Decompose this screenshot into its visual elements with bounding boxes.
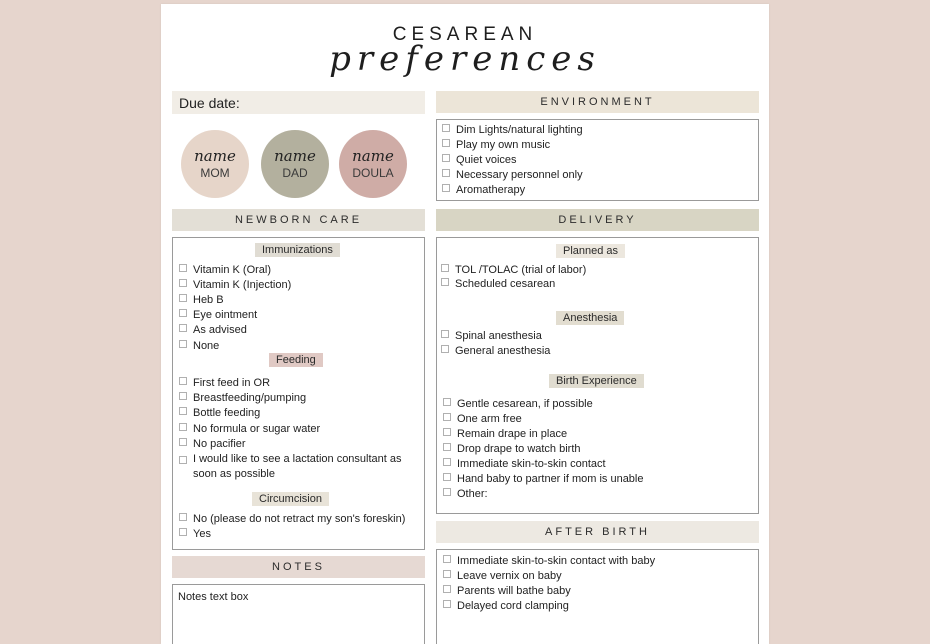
feed-item[interactable] bbox=[179, 422, 320, 437]
checkbox[interactable] bbox=[443, 473, 451, 481]
checkbox[interactable] bbox=[441, 278, 449, 286]
item-label: TOL /TOLAC (trial of labor) bbox=[455, 264, 587, 276]
planned-item[interactable] bbox=[441, 277, 555, 292]
checkbox[interactable] bbox=[442, 184, 450, 192]
dad-circle bbox=[261, 130, 329, 198]
doula-circle bbox=[339, 130, 407, 198]
checkbox[interactable] bbox=[441, 264, 449, 272]
item-label: Quiet voices bbox=[456, 154, 517, 166]
anesthesia-label: Anesthesia bbox=[556, 311, 624, 325]
item-label: Breastfeeding/pumping bbox=[193, 392, 307, 404]
checkbox[interactable] bbox=[179, 528, 187, 536]
item-label: General anesthesia bbox=[455, 345, 551, 357]
env-item-quiet[interactable] bbox=[442, 153, 517, 168]
planned-as-label: Planned as bbox=[556, 244, 625, 258]
feed-item[interactable] bbox=[179, 406, 260, 421]
mom-name: name bbox=[194, 147, 236, 165]
item-label: Heb B bbox=[193, 294, 224, 306]
env-item-dim-lights[interactable] bbox=[442, 123, 583, 138]
item-label: Remain drape in place bbox=[457, 428, 568, 440]
item-label: First feed in OR bbox=[193, 377, 271, 389]
item-label: Yes bbox=[193, 528, 211, 540]
item-label: No pacifier bbox=[193, 438, 246, 450]
checkbox[interactable] bbox=[179, 392, 187, 400]
delivery-header: DELIVERY bbox=[436, 209, 759, 231]
item-label: Play my own music bbox=[456, 139, 551, 151]
checkbox[interactable] bbox=[443, 443, 451, 451]
feeding-label: Feeding bbox=[269, 353, 323, 367]
birth-item[interactable] bbox=[443, 472, 644, 487]
checkbox[interactable] bbox=[179, 309, 187, 317]
environment-header: ENVIRONMENT bbox=[436, 91, 759, 113]
birth-item[interactable] bbox=[443, 427, 567, 442]
checkbox[interactable] bbox=[443, 585, 451, 593]
checkbox[interactable] bbox=[179, 377, 187, 385]
title-cesarean: CESAREAN bbox=[392, 24, 538, 45]
doula-name: name bbox=[352, 147, 394, 165]
item-label: Gentle cesarean, if possible bbox=[457, 398, 593, 410]
dad-role: DAD bbox=[282, 166, 308, 180]
imm-item[interactable] bbox=[179, 323, 247, 338]
checkbox[interactable] bbox=[442, 154, 450, 162]
item-label: Parents will bathe baby bbox=[457, 585, 571, 597]
immunizations-label: Immunizations bbox=[255, 243, 340, 257]
item-label: Other: bbox=[457, 488, 488, 500]
checkbox[interactable] bbox=[442, 169, 450, 177]
checkbox[interactable] bbox=[443, 570, 451, 578]
env-item-personnel[interactable] bbox=[442, 168, 583, 183]
item-label: One arm free bbox=[457, 413, 522, 425]
checkbox[interactable] bbox=[179, 407, 187, 415]
checkbox[interactable] bbox=[179, 456, 187, 464]
due-date-label: Due date: bbox=[179, 94, 240, 111]
checkbox[interactable] bbox=[179, 423, 187, 431]
item-label: Leave vernix on baby bbox=[457, 570, 562, 582]
checkbox[interactable] bbox=[443, 413, 451, 421]
item-label: I would like to see a lactation consultant as soon as possible bbox=[193, 453, 402, 480]
checkbox[interactable] bbox=[442, 139, 450, 147]
feed-item[interactable] bbox=[179, 437, 246, 452]
item-label: Bottle feeding bbox=[193, 407, 261, 419]
checkbox[interactable] bbox=[441, 330, 449, 338]
checkbox[interactable] bbox=[442, 124, 450, 132]
birth-experience-label: Birth Experience bbox=[549, 374, 644, 388]
checkbox[interactable] bbox=[443, 488, 451, 496]
checkbox[interactable] bbox=[443, 458, 451, 466]
anesthesia-item[interactable] bbox=[441, 329, 542, 344]
checkbox[interactable] bbox=[179, 294, 187, 302]
item-label: Eye ointment bbox=[193, 309, 258, 321]
checkbox[interactable] bbox=[443, 428, 451, 436]
birth-item[interactable] bbox=[443, 457, 606, 472]
imm-item[interactable] bbox=[179, 339, 219, 354]
checkbox[interactable] bbox=[179, 513, 187, 521]
imm-item[interactable] bbox=[179, 278, 291, 293]
checkbox[interactable] bbox=[179, 340, 187, 348]
checkbox[interactable] bbox=[179, 264, 187, 272]
item-label: Vitamin K (Oral) bbox=[193, 264, 272, 276]
checkbox[interactable] bbox=[443, 398, 451, 406]
birth-item-other[interactable] bbox=[443, 487, 488, 502]
checkbox[interactable] bbox=[443, 600, 451, 608]
circ-item[interactable] bbox=[179, 512, 405, 527]
item-label: Hand baby to partner if mom is unable bbox=[457, 473, 644, 485]
feed-item-lactation[interactable] bbox=[179, 452, 418, 482]
after-item[interactable] bbox=[443, 584, 571, 599]
imm-item[interactable] bbox=[179, 308, 257, 323]
item-label: Delayed cord clamping bbox=[457, 600, 569, 612]
after-item[interactable] bbox=[443, 554, 655, 569]
item-label: Scheduled cesarean bbox=[455, 278, 556, 290]
mom-circle bbox=[181, 130, 249, 198]
notes-text[interactable]: Notes text box bbox=[178, 591, 249, 603]
checkbox[interactable] bbox=[179, 324, 187, 332]
birth-item[interactable] bbox=[443, 397, 593, 412]
planned-item[interactable] bbox=[441, 263, 586, 278]
title-preferences: preferences bbox=[329, 39, 601, 79]
newborn-care-header: NEWBORN CARE bbox=[172, 209, 425, 231]
item-label: None bbox=[193, 340, 220, 352]
item-label: No (please do not retract my son's foreskin) bbox=[193, 513, 406, 525]
item-label: As advised bbox=[193, 324, 247, 336]
item-label: Vitamin K (Injection) bbox=[193, 279, 292, 291]
env-item-aromatherapy[interactable] bbox=[442, 183, 525, 198]
item-label: Aromatherapy bbox=[456, 184, 526, 196]
item-label: Immediate skin-to-skin contact with baby bbox=[457, 555, 656, 567]
item-label: Spinal anesthesia bbox=[455, 330, 542, 342]
after-item[interactable] bbox=[443, 569, 562, 584]
checkbox[interactable] bbox=[443, 555, 451, 563]
after-item[interactable] bbox=[443, 599, 569, 614]
feed-item[interactable] bbox=[179, 391, 306, 406]
mom-role: MOM bbox=[200, 166, 230, 180]
imm-item[interactable] bbox=[179, 263, 271, 278]
document-page bbox=[161, 4, 769, 644]
item-label: Immediate skin-to-skin contact bbox=[457, 458, 606, 470]
checkbox[interactable] bbox=[179, 279, 187, 287]
notes-header: NOTES bbox=[172, 556, 425, 578]
circ-item[interactable] bbox=[179, 527, 211, 542]
checkbox[interactable] bbox=[441, 345, 449, 353]
imm-item[interactable] bbox=[179, 293, 224, 308]
due-date-field[interactable] bbox=[172, 91, 425, 114]
birth-item[interactable] bbox=[443, 412, 522, 427]
item-label: Drop drape to watch birth bbox=[457, 443, 581, 455]
dad-name: name bbox=[274, 147, 316, 165]
feed-item[interactable] bbox=[179, 376, 270, 391]
item-label: No formula or sugar water bbox=[193, 423, 321, 435]
item-label: Dim Lights/natural lighting bbox=[456, 124, 583, 136]
anesthesia-item[interactable] bbox=[441, 344, 550, 359]
env-item-music[interactable] bbox=[442, 138, 550, 153]
after-birth-header: AFTER BIRTH bbox=[436, 521, 759, 543]
item-label: Necessary personnel only bbox=[456, 169, 583, 181]
checkbox[interactable] bbox=[179, 438, 187, 446]
circumcision-label: Circumcision bbox=[252, 492, 329, 506]
birth-item[interactable] bbox=[443, 442, 581, 457]
doula-role: DOULA bbox=[352, 166, 394, 180]
